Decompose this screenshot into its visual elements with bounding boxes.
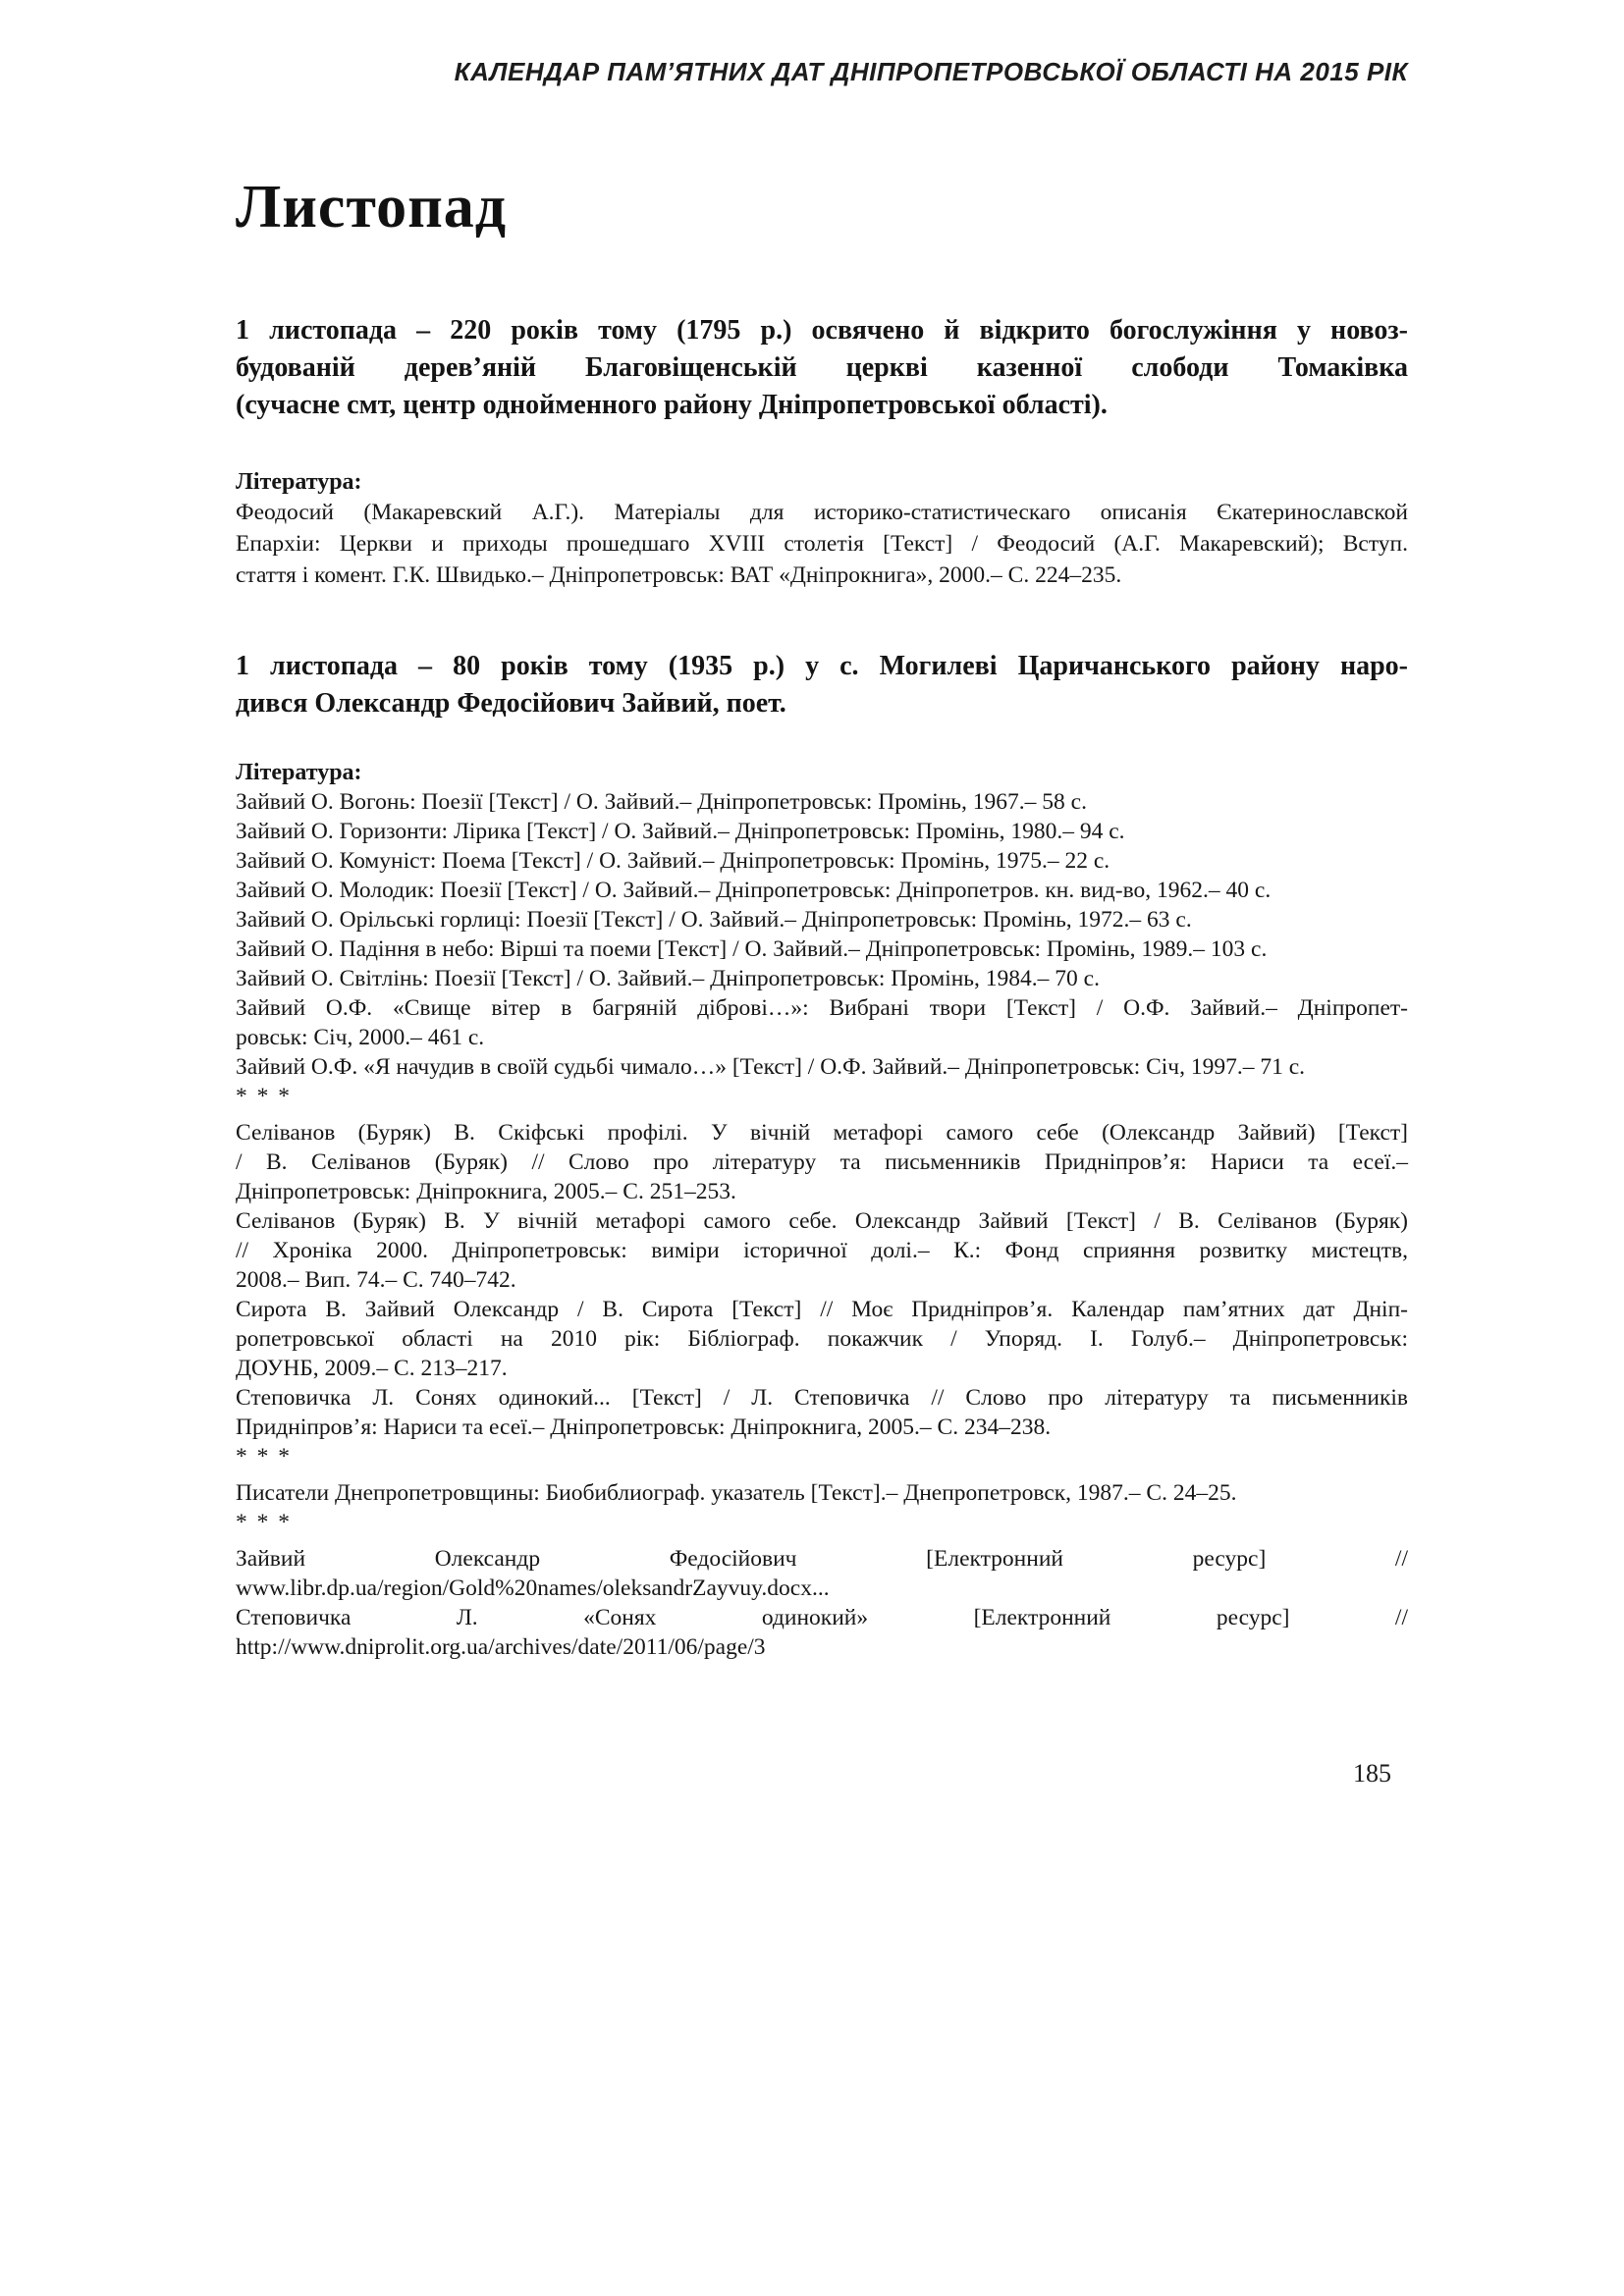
calendar-entry-1	[236, 312, 1408, 591]
bib-line: * * *	[236, 1444, 292, 1469]
bib-item	[236, 934, 1408, 964]
bib-line: ропетровської області на 2010 рік: Бібліограф. покажчик / Упоряд. І. Голуб.– Дніпропетровськ:	[236, 1326, 1408, 1352]
bib-item	[236, 497, 1408, 591]
bib-line: Зайвий О. Орільські горлиці: Поезії [Текст] / О. Зайвий.– Дніпропетровськ: Промінь, 1972.– 63 с.	[236, 907, 1192, 933]
entry-heading-line: 1 листопада – 80 років тому (1935 р.) у с. Могилеві Царичанського району наро-	[236, 651, 1408, 681]
bib-item	[236, 964, 1408, 993]
bib-line: // Хроніка 2000. Дніпропетровськ: виміри історичної долі.– К.: Фонд сприяння розвитку мистецтв,	[236, 1238, 1408, 1263]
bib-line: http://www.dniprolit.org.ua/archives/date/2011/06/page/3	[236, 1634, 766, 1660]
bib-line: Дніпропетровськ: Дніпрокнига, 2005.– С. 251–253.	[236, 1179, 736, 1204]
entry-2-bibliography	[236, 787, 1408, 1662]
entry-heading-line: будованій дерев’яній Благовіщенській церкві казенної слободи Томаківка	[236, 352, 1408, 383]
bib-item	[236, 1295, 1408, 1383]
entry-2-heading	[236, 648, 1408, 722]
bib-line: Зайвий О.Ф. «Я начудив в своїй судьбі чимало…» [Текст] / О.Ф. Зайвий.– Дніпропетровськ: Січ, 1997.– 71 с.	[236, 1054, 1306, 1080]
bib-line: / В. Селіванов (Буряк) // Слово про літературу та письменників Придніпров’я: Нариси та есеї.–	[236, 1149, 1408, 1175]
bib-line: ровськ: Січ, 2000.– 461 с.	[236, 1025, 485, 1050]
bib-line: Придніпров’я: Нариси та есеї.– Дніпропетровськ: Дніпрокнига, 2005.– С. 234–238.	[236, 1415, 1052, 1440]
bib-item	[236, 1544, 1408, 1603]
bib-line: * * *	[236, 1510, 292, 1535]
bib-item	[236, 1052, 1408, 1082]
bib-item	[236, 1118, 1408, 1206]
bib-item	[236, 876, 1408, 905]
bib-item	[236, 905, 1408, 934]
bib-line: Зайвий О.Ф. «Свище вітер в багряній діброві…»: Вибрані твори [Текст] / О.Ф. Зайвий.– Дніпропет-	[236, 995, 1408, 1021]
calendar-entry-2	[236, 648, 1408, 1662]
bib-item	[236, 1206, 1408, 1295]
bib-line: Зайвий О. Вогонь: Поезії [Текст] / О. Зайвий.– Дніпропетровськ: Промінь, 1967.– 58 с.	[236, 789, 1087, 815]
entry-heading-line: 1 листопада – 220 років тому (1795 р.) освячено й відкрито богослужіння у новоз-	[236, 315, 1408, 346]
bib-line: Зайвий О. Падіння в небо: Вірші та поеми [Текст] / О. Зайвий.– Дніпропетровськ: Промінь, 1989.– 103 с.	[236, 936, 1268, 962]
bib-item	[236, 993, 1408, 1052]
entry-2-literature-label: Література:	[236, 760, 362, 785]
entry-1-heading	[236, 312, 1408, 424]
bib-line: www.libr.dp.ua/region/Gold%20names/oleksandrZayvuy.docx...	[236, 1575, 830, 1601]
bib-line: Селіванов (Буряк) В. У вічній метафорі самого себе. Олександр Зайвий [Текст] / В. Селіванов (Буряк)	[236, 1208, 1408, 1234]
bib-line: Писатели Днепропетровщины: Биобиблиограф. указатель [Текст].– Днепропетровск, 1987.– С. 24–25.	[236, 1480, 1237, 1506]
bib-item	[236, 846, 1408, 876]
bib-line: 2008.– Вип. 74.– С. 740–742.	[236, 1267, 516, 1293]
bib-line: Епархіи: Церкви и приходы прошедшаго XVIII столетія [Текст] / Феодосий (А.Г. Макаревский); Вступ.	[236, 531, 1408, 557]
bib-line: Зайвий Олександр Федосійович [Електронний ресурс] //	[236, 1546, 1408, 1572]
bib-line: Феодосий (Макаревский А.Г.). Матеріалы для историко-статистическаго описанія Єкатеринославской	[236, 500, 1408, 525]
bib-item	[236, 787, 1408, 817]
bib-line: Зайвий О. Комуніст: Поема [Текст] / О. Зайвий.– Дніпропетровськ: Промінь, 1975.– 22 с.	[236, 848, 1110, 874]
bib-line: Зайвий О. Молодик: Поезії [Текст] / О. Зайвий.– Дніпропетровськ: Дніпропетров. кн. вид-во, 1962.– 40 с.	[236, 878, 1272, 903]
running-header: КАЛЕНДАР ПАМ’ЯТНИХ ДАТ ДНІПРОПЕТРОВСЬКОЇ ОБЛАСТІ НА 2015 РІК	[454, 57, 1408, 86]
entry-heading-line: дився Олександр Федосійович Зайвий, поет.	[236, 688, 786, 719]
bib-line: Зайвий О. Горизонти: Лірика [Текст] / О. Зайвий.– Дніпропетровськ: Промінь, 1980.– 94 с.	[236, 819, 1125, 844]
entry-heading-line: (сучасне смт, центр однойменного району Дніпропетровської області).	[236, 390, 1108, 420]
page-number: 185	[1353, 1759, 1391, 1788]
separator-stars	[236, 1508, 1408, 1537]
page-title: Листопад	[236, 174, 508, 240]
bib-line: стаття і комент. Г.К. Швидько.– Дніпропетровськ: ВАТ «Дніпрокнига», 2000.– С. 224–235.	[236, 562, 1122, 588]
bib-item	[236, 817, 1408, 846]
bib-line: Сирота В. Зайвий Олександр / В. Сирота [Текст] // Моє Придніпров’я. Календар пам’ятних дат Дніп-	[236, 1297, 1408, 1322]
bib-item	[236, 1478, 1408, 1508]
page-content	[0, 55, 1624, 1662]
separator-stars	[236, 1442, 1408, 1471]
entry-1-bibliography	[236, 497, 1408, 591]
bib-line: Степовичка Л. Сонях одинокий... [Текст] / Л. Степовичка // Слово про літературу та письменників	[236, 1385, 1408, 1411]
bib-line: ДОУНБ, 2009.– С. 213–217.	[236, 1356, 508, 1381]
bib-line: Степовичка Л. «Сонях одинокий» [Електронний ресурс] //	[236, 1605, 1408, 1630]
entry-1-literature-label: Література:	[236, 469, 362, 495]
bib-item	[236, 1383, 1408, 1442]
separator-stars	[236, 1082, 1408, 1111]
bib-item	[236, 1603, 1408, 1662]
bib-line: Зайвий О. Світлінь: Поезії [Текст] / О. Зайвий.– Дніпропетровськ: Промінь, 1984.– 70 с.	[236, 966, 1100, 991]
bib-line: * * *	[236, 1084, 292, 1109]
bib-line: Селіванов (Буряк) В. Скіфські профілі. У вічній метафорі самого себе (Олександр Зайвий) [Текст]	[236, 1120, 1408, 1146]
